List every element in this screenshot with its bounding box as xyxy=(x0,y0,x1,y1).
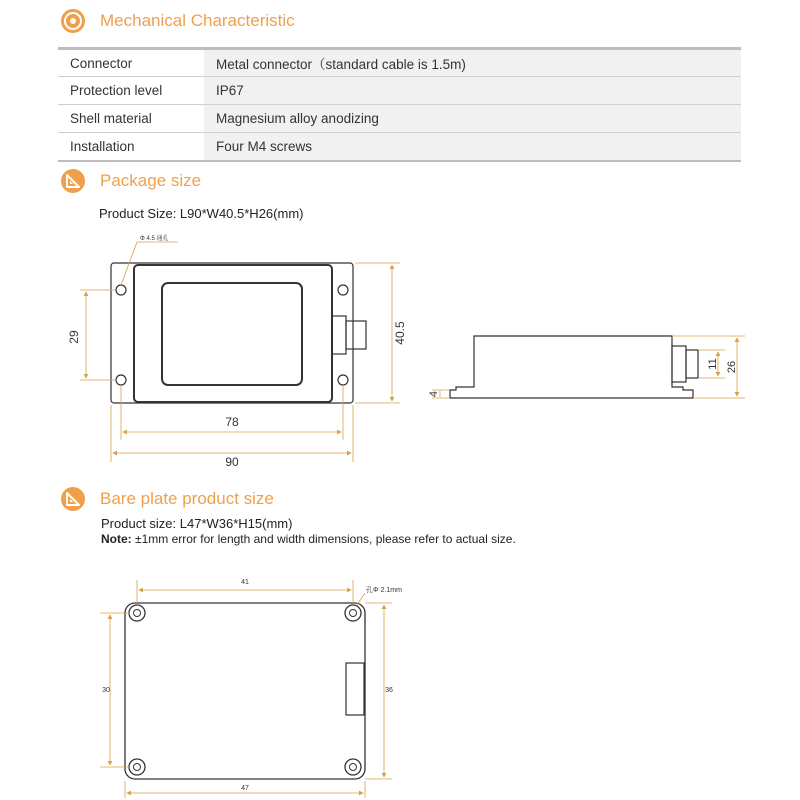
bare-plate-dimensions xyxy=(100,580,392,798)
package-top-view xyxy=(111,263,366,403)
note-label: Note: xyxy=(101,532,132,546)
bare-plate-view xyxy=(125,603,365,779)
spec-value: Metal connector（standard cable is 1.5m) xyxy=(204,49,741,77)
spec-label: Connector xyxy=(58,49,204,77)
spec-label: Protection level xyxy=(58,77,204,105)
spec-value: IP67 xyxy=(204,77,741,105)
dim-41: 41 xyxy=(241,579,249,586)
dim-47: 47 xyxy=(241,785,249,792)
dim-4: 4 xyxy=(428,390,440,398)
section-title: Mechanical Characteristic xyxy=(100,11,295,30)
spec-label: Installation xyxy=(58,133,204,161)
dim-40-5: 40.5 xyxy=(393,321,407,345)
spec-label: Shell material xyxy=(58,105,204,133)
dim-26: 26 xyxy=(726,360,738,374)
bare-hole-label: 孔Φ 2.1mm xyxy=(366,587,402,594)
spec-value: Four M4 screws xyxy=(204,133,741,161)
dim-78: 78 xyxy=(225,415,239,429)
spec-value: Magnesium alloy anodizing xyxy=(204,105,741,133)
section-title: Bare plate product size xyxy=(100,489,274,508)
dim-29: 29 xyxy=(67,330,81,344)
package-product-size: Product Size: L90*W40.5*H26(mm) xyxy=(99,206,304,221)
hole-label: Φ 4.5 通孔 xyxy=(140,236,169,242)
bare-product-size: Product size: L47*W36*H15(mm) xyxy=(101,516,293,531)
note-text: ±1mm error for length and width dimensions, please refer to actual size. xyxy=(131,532,516,546)
dim-90: 90 xyxy=(225,455,239,469)
dim-36: 36 xyxy=(385,687,393,694)
dim-11: 11 xyxy=(707,358,719,370)
dim-30: 30 xyxy=(102,687,110,694)
package-side-view xyxy=(450,336,698,398)
section-title: Package size xyxy=(100,171,202,190)
package-top-dimensions xyxy=(80,242,400,462)
